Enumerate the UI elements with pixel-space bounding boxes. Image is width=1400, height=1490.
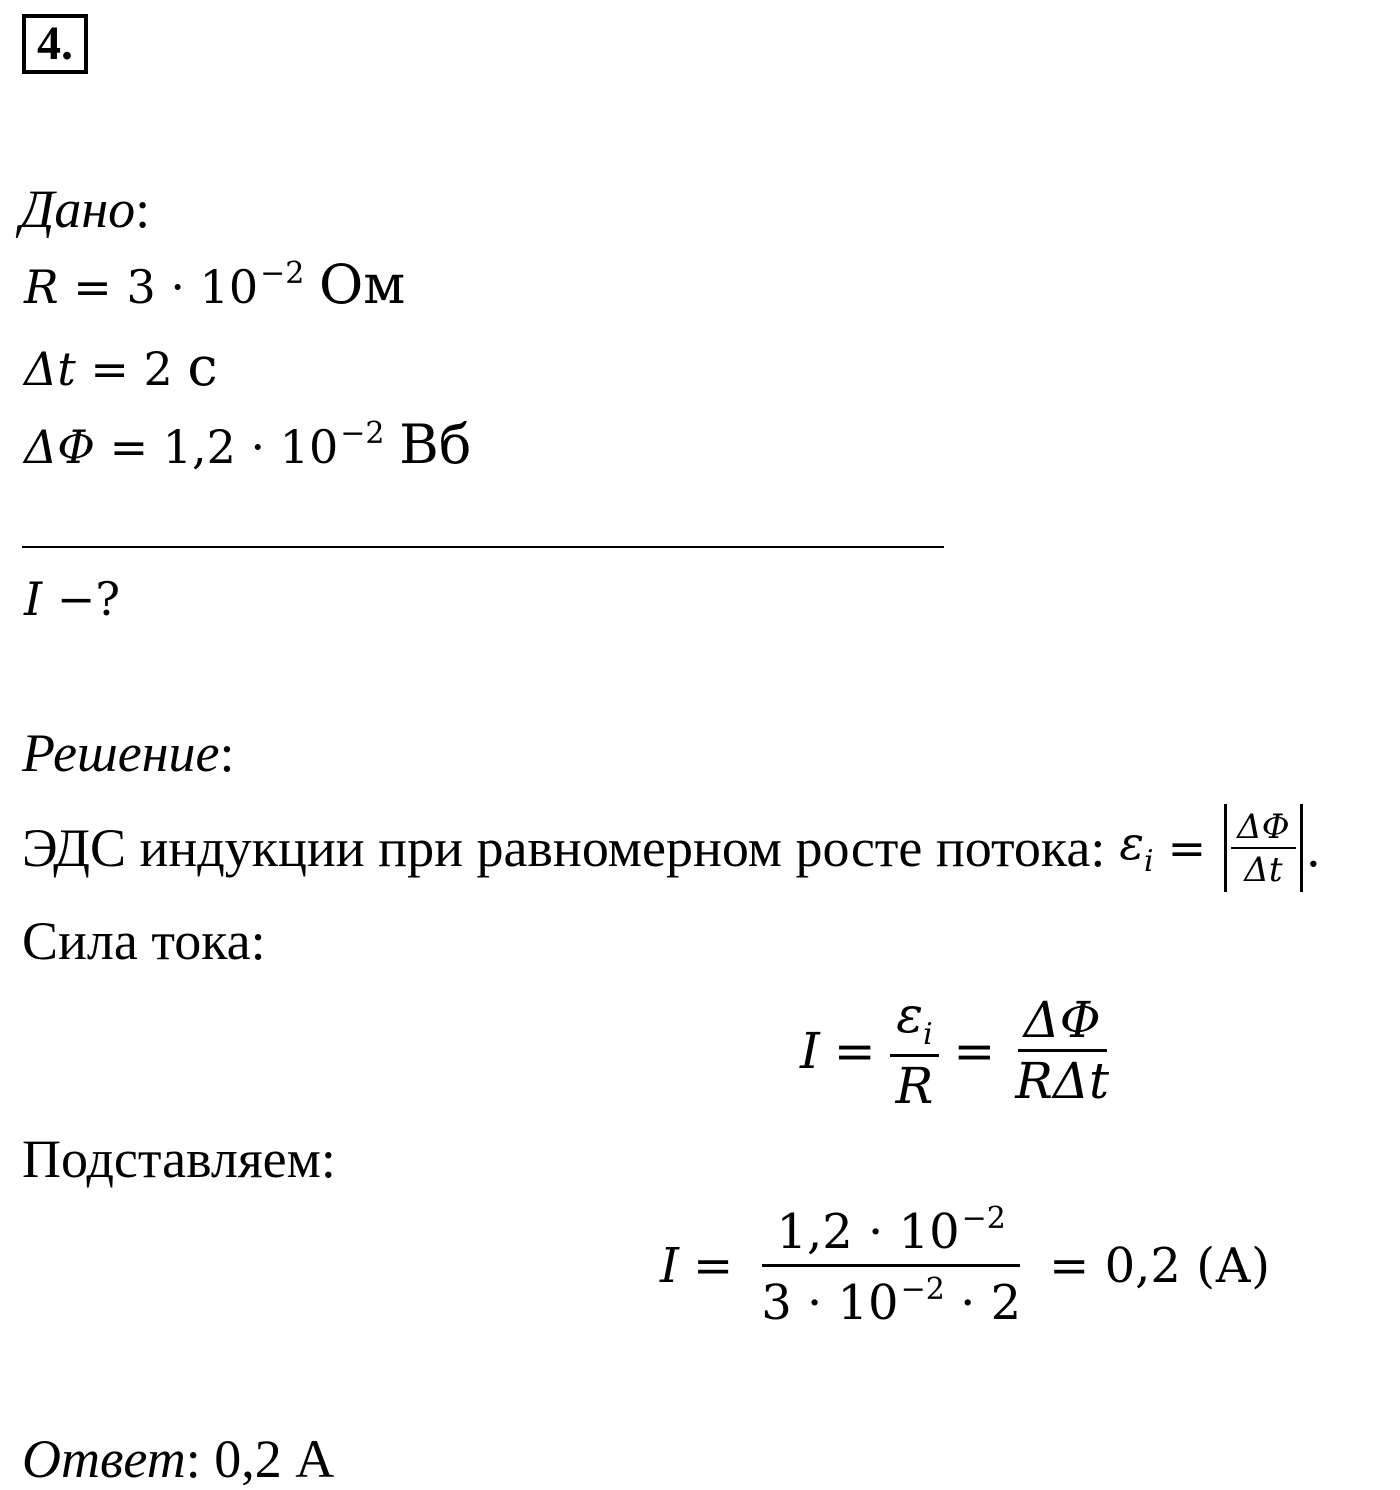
given-resistance-exp: −2	[260, 256, 305, 291]
calc-den-mant: 3 · 10	[761, 1275, 899, 1331]
answer-colon: :	[185, 1429, 201, 1489]
answer-value: 0,2 А	[214, 1429, 335, 1489]
given-resistance	[24, 253, 406, 316]
given-time-op: =	[90, 342, 129, 396]
emf-fraction	[1231, 806, 1295, 890]
calc-eq: =	[692, 1237, 734, 1294]
emf-text: ЭДС индукции при равномерном росте потока:	[22, 818, 1106, 878]
formula-frac1-sub: i	[923, 1017, 933, 1052]
calc-num-exp: −2	[961, 1201, 1006, 1236]
formula-eq2: =	[953, 1021, 996, 1080]
divider-line	[22, 546, 944, 548]
find-var: I	[24, 572, 43, 626]
calc-lhs: I	[660, 1237, 679, 1294]
formula-eq1: =	[833, 1021, 876, 1080]
calc-formula	[660, 1201, 1271, 1331]
abs-bar-right	[1300, 804, 1303, 892]
find-line	[24, 572, 121, 626]
given-resistance-mant: 3 · 10	[126, 260, 259, 314]
given-flux-exp: −2	[340, 416, 385, 451]
solution-colon: :	[219, 723, 235, 783]
formula-frac2-num: ΔΦ	[1018, 995, 1107, 1052]
solution-label: Решение	[22, 723, 220, 783]
abs-bar-left	[1224, 804, 1227, 892]
given-heading	[20, 179, 151, 239]
answer-line	[22, 1429, 335, 1489]
emf-fraction-den: Δt	[1244, 849, 1283, 890]
given-label: Дано	[20, 179, 136, 239]
given-flux-op: =	[109, 420, 149, 474]
formula-frac1-eps: ε	[896, 986, 924, 1044]
given-flux	[24, 413, 472, 476]
solution-heading	[22, 723, 235, 783]
calc-fraction	[747, 1201, 1035, 1331]
emf-eps: ε	[1119, 815, 1145, 870]
given-time-lhs: Δt	[24, 342, 76, 396]
calc-den-exp: −2	[900, 1272, 945, 1307]
given-colon: :	[135, 179, 151, 239]
given-time-unit: с	[187, 335, 218, 398]
given-flux-lhs: ΔΦ	[24, 420, 95, 474]
given-resistance-lhs: R	[24, 260, 59, 314]
formula-frac1	[890, 986, 940, 1115]
given-time	[24, 335, 218, 398]
emf-fraction-num: ΔΦ	[1231, 810, 1295, 849]
given-time-value: 2	[143, 342, 173, 396]
current-heading: Сила тока:	[22, 911, 266, 971]
calc-num-mant: 1,2 · 10	[776, 1204, 960, 1260]
calc-result: = 0,2 (А)	[1049, 1237, 1271, 1294]
given-resistance-unit: Ом	[318, 253, 406, 316]
formula-lhs: I	[800, 1021, 820, 1080]
formula-frac2-den: RΔt	[1015, 1052, 1110, 1110]
calc-den-tail: · 2	[960, 1275, 1022, 1331]
current-formula	[800, 986, 1115, 1115]
formula-frac1-den: R	[895, 1057, 934, 1115]
find-suffix: −?	[56, 572, 121, 626]
substitute-heading: Подставляем:	[22, 1129, 336, 1189]
formula-frac2	[1009, 991, 1115, 1110]
answer-label: Ответ	[22, 1429, 186, 1489]
given-flux-unit: Вб	[399, 413, 472, 476]
given-resistance-op: =	[73, 260, 112, 314]
emf-sub: i	[1144, 843, 1154, 879]
problem-number: 4.	[22, 14, 88, 74]
given-flux-mant: 1,2 · 10	[162, 420, 339, 474]
emf-end: .	[1306, 818, 1321, 878]
solution-line-emf	[22, 800, 1320, 896]
emf-eq: =	[1167, 821, 1207, 875]
